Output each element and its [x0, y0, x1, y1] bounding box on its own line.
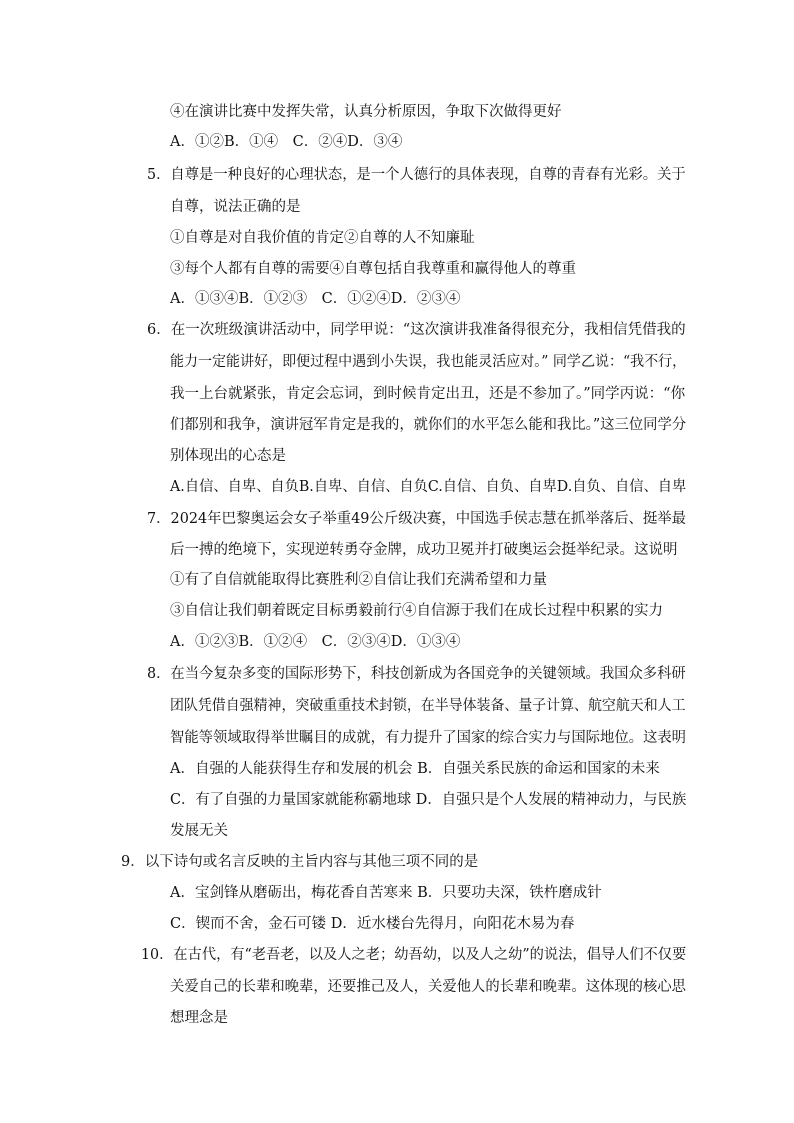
q8-stem-line-2: 团队凭借自强精神，突破重重技术封锁，在半导体装备、量子计算、航空航天和人工: [170, 698, 686, 714]
q7-options: A．①②③B．①②④ C．②③④D．①③④: [170, 634, 461, 650]
q4-options: A．①②B．①④ C．②④D．③④: [170, 134, 403, 150]
q10-stem-line-2: 关爱自己的长辈和晚辈，还要推己及人，关爱他人的长辈和晚辈。这体现的核心思: [170, 979, 686, 995]
q9-options-line-1: A．宝剑锋从磨砺出，梅花香自苦寒来 B．只要功夫深，铁杵磨成针: [170, 885, 602, 901]
q10-stem-line-3: 想理念是: [170, 1010, 228, 1026]
q5-items-line-2: ③每个人都有自尊的需要④自尊包括自我尊重和赢得他人的尊重: [170, 261, 576, 277]
q6-stem-line-5: 别体现出的心态是: [170, 448, 286, 464]
q6-stem-line-2: 能力一定能讲好，即便过程中遇到小失误，我也能灵活应对。” 同学乙说：“我不行，: [170, 354, 687, 370]
q7-items-line-1: ①有了自信就能取得比赛胜利②自信让我们充满希望和力量: [170, 572, 547, 588]
q7-stem-line-2: 后一搏的绝境下，实现逆转勇夺金牌，成功卫冕并打破奥运会挺举纪录。这说明: [170, 542, 678, 558]
q8-stem-line-1: 8．在当今复杂多变的国际形势下，科技创新成为各国竞争的关键领域。我国众多科研: [147, 666, 686, 682]
q5-options: A．①③④B．①②③ C．①②④D．②③④: [170, 291, 461, 307]
q5-items-line-1: ①自尊是对自我价值的肯定②自尊的人不知廉耻: [170, 230, 475, 246]
q7-stem-line-1: 7．2024年巴黎奥运会女子举重49公斤级决赛，中国选手侯志慧在抓举落后、挺举最: [147, 511, 687, 527]
q8-options-line-3: 发展无关: [170, 823, 228, 839]
q6-stem-line-4: 们都别和我争，演讲冠军肯定是我的，就你们的水平怎么能和我比。”这三位同学分: [170, 417, 687, 433]
q9-stem: 9．以下诗句或名言反映的主旨内容与其他三项不同的是: [121, 854, 479, 870]
q6-stem-line-1: 6．在一次班级演讲活动中，同学甲说：“这次演讲我准备得很充分，我相信凭借我的: [147, 322, 686, 338]
q6-options: A.自信、自卑、自负B.自卑、自信、自负C.自信、自负、自卑D.自负、自信、自卑: [170, 479, 687, 495]
q6-stem-line-3: 我一上台就紧张，肯定会忘词，到时候肯定出丑，还是不参加了。”同学丙说：“你: [170, 386, 686, 402]
q5-stem-line-2: 自尊，说法正确的是: [170, 199, 301, 215]
q5-stem-line-1: 5．自尊是一种良好的心理状态，是一个人德行的具体表现，自尊的青春有光彩。关于: [147, 167, 686, 183]
q8-options-line-2: C．有了自强的力量国家就能称霸地球 D．自强只是个人发展的精神动力，与民族: [170, 792, 687, 808]
q10-stem-line-1: 10．在古代，有“老吾老，以及人之老；幼吾幼，以及人之幼”的说法，倡导人们不仅要: [141, 947, 687, 963]
q8-options-line-1: A．自强的人能获得生存和发展的机会 B．自强关系民族的命运和国家的未来: [170, 761, 660, 777]
q4-item-4: ④在演讲比赛中发挥失常，认真分析原因，争取下次做得更好: [170, 104, 562, 120]
q7-items-line-2: ③自信让我们朝着既定目标勇毅前行④自信源于我们在成长过程中积累的实力: [170, 603, 663, 619]
q9-options-line-2: C．锲而不舍，金石可镂 D．近水楼台先得月，向阳花木易为春: [170, 916, 575, 932]
q8-stem-line-3: 智能等领域取得举世瞩目的成就，有力提升了国家的综合实力与国际地位。这表明: [170, 730, 686, 746]
